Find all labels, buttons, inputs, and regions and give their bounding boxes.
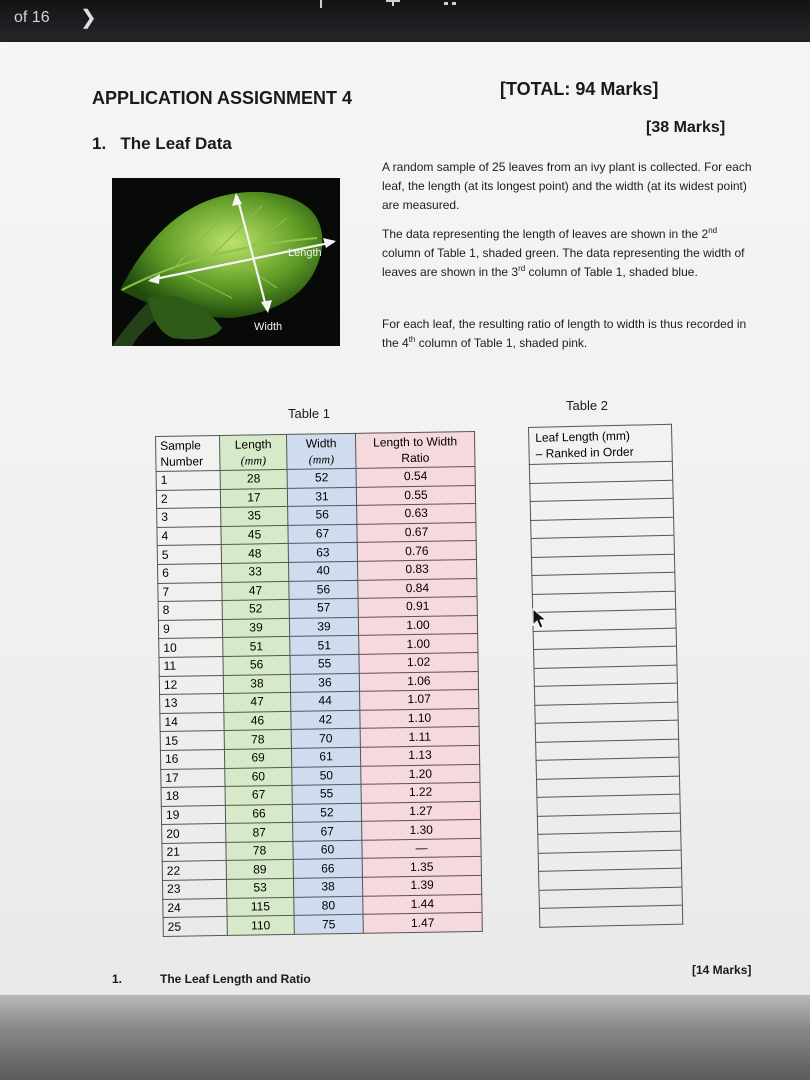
question-title: The Leaf Length and Ratio (160, 972, 311, 986)
width-cell: 56 (289, 580, 358, 600)
header-ratio: Length to Width Ratio (355, 431, 475, 468)
sample-cell: 1 (156, 470, 220, 490)
width-cell: 75 (294, 915, 363, 935)
length-cell: 47 (224, 693, 291, 713)
length-cell: 56 (223, 655, 290, 675)
ratio-cell: 0.54 (356, 466, 475, 486)
width-cell: 52 (287, 468, 356, 488)
width-cell: 61 (291, 747, 360, 767)
intro-paragraph-3: For each leaf, the resulting ratio of length to width is thus recorded in the 4th column of Table 1, shaded pink. (382, 317, 747, 350)
sample-cell: 4 (157, 526, 221, 546)
header-length: Length (mm) (219, 434, 287, 470)
ratio-cell: 0.67 (357, 522, 476, 542)
mouse-cursor-icon (531, 607, 549, 631)
length-cell: 110 (227, 916, 294, 936)
length-cell: 87 (226, 823, 293, 843)
length-cell: 78 (224, 730, 291, 750)
width-cell: 55 (292, 784, 361, 804)
length-label: Length (288, 247, 322, 259)
question-marks: [14 Marks] (692, 963, 752, 977)
length-cell: 51 (223, 637, 290, 657)
ratio-cell: 0.91 (358, 597, 477, 617)
toolbar-icons (318, 0, 458, 10)
length-cell: 89 (226, 860, 293, 880)
viewer-toolbar (0, 0, 810, 44)
width-cell: 70 (291, 729, 360, 749)
ratio-cell: 1.20 (361, 764, 480, 784)
ratio-cell: 1.27 (361, 801, 480, 821)
sample-cell: 18 (161, 787, 225, 807)
sample-cell: 14 (160, 712, 224, 732)
length-cell: 33 (222, 562, 289, 582)
section-heading (92, 134, 232, 154)
sample-cell: 10 (159, 638, 223, 658)
length-cell: 69 (224, 748, 291, 768)
width-cell: 60 (293, 840, 362, 860)
sample-cell: 13 (160, 694, 224, 714)
sample-cell: 16 (160, 749, 224, 769)
section-marks: [38 Marks] (646, 119, 726, 136)
sample-cell: 9 (158, 619, 222, 639)
length-cell: 66 (225, 804, 292, 824)
table1-caption: Table 1 (288, 406, 330, 421)
table2-caption: Table 2 (566, 398, 608, 413)
width-cell: 80 (294, 896, 363, 916)
sample-cell: 11 (159, 656, 223, 676)
width-cell: 57 (289, 598, 358, 618)
sample-cell: 23 (162, 879, 226, 899)
length-cell: 39 (222, 618, 289, 638)
width-cell: 56 (288, 506, 357, 526)
length-cell: 115 (227, 897, 294, 917)
ratio-cell: 0.63 (357, 504, 476, 524)
sample-cell: 15 (160, 731, 224, 751)
length-cell: 48 (221, 544, 288, 564)
leaf-data-table (155, 431, 483, 937)
ranked-row (539, 905, 682, 927)
width-cell: 44 (291, 691, 360, 711)
header-width: Width (mm) (286, 433, 356, 469)
ranked-length-table (528, 424, 683, 928)
width-cell: 63 (288, 543, 357, 563)
ratio-cell: 1.44 (363, 894, 482, 914)
sample-cell: 22 (162, 861, 226, 881)
sample-cell: 19 (161, 805, 225, 825)
ratio-cell: 0.76 (357, 541, 476, 561)
length-cell: 46 (224, 711, 291, 731)
length-cell: 53 (226, 878, 293, 898)
width-cell: 51 (290, 636, 359, 656)
length-cell: 38 (223, 674, 290, 694)
table2-header: Leaf Length (mm) – Ranked in Order (529, 424, 673, 464)
page-indicator: of 16 (14, 9, 50, 26)
width-cell: 31 (287, 487, 356, 507)
width-cell: 55 (290, 654, 359, 674)
sample-cell: 24 (163, 898, 227, 918)
width-cell: 39 (289, 617, 358, 637)
length-cell: 78 (226, 841, 293, 861)
width-label: Width (254, 321, 283, 333)
intro-paragraph-1: A random sample of 25 leaves from an ivy plant is collected. For each leaf, the length (at its longest point) and the width (at its widest point) are measured. (382, 160, 752, 212)
ratio-cell: — (362, 838, 481, 858)
intro-paragraph-2: The data representing the length of leaves are shown in the 2nd column of Table 1, shaded green. The data representing the width of leaves are shown in the 3rd column of Table 1, shaded blue. (382, 226, 745, 279)
sample-cell: 8 (158, 601, 222, 621)
ratio-cell: 1.47 (363, 913, 482, 933)
ratio-cell: 1.02 (359, 652, 478, 672)
ratio-cell: 1.07 (360, 690, 479, 710)
length-cell: 47 (222, 581, 289, 601)
length-cell: 67 (225, 785, 292, 805)
length-cell: 17 (220, 488, 287, 508)
ratio-cell: 0.55 (356, 485, 475, 505)
width-cell: 50 (292, 766, 361, 786)
length-cell: 35 (221, 507, 288, 527)
assignment-title: APPLICATION ASSIGNMENT 4 (92, 88, 353, 108)
ratio-cell: 1.35 (362, 857, 481, 877)
question-number: 1. (112, 972, 123, 986)
ratio-cell: 1.00 (358, 615, 477, 635)
ratio-cell: 1.13 (360, 745, 479, 765)
ratio-cell: 1.10 (360, 708, 479, 728)
sample-cell: 6 (158, 563, 222, 583)
sample-cell: 17 (161, 768, 225, 788)
width-cell: 40 (289, 561, 358, 581)
ratio-cell: 1.00 (359, 634, 478, 654)
width-cell: 67 (293, 822, 362, 842)
chevron-right-icon[interactable]: ❯ (80, 7, 97, 29)
width-cell: 66 (293, 859, 362, 879)
width-cell: 36 (290, 673, 359, 693)
width-cell: 42 (291, 710, 360, 730)
total-marks: [TOTAL: 94 Marks] (500, 79, 659, 99)
sample-cell: 2 (156, 489, 220, 509)
sample-cell: 12 (159, 675, 223, 695)
section-number: 1. (92, 134, 107, 153)
length-cell: 28 (220, 469, 287, 489)
sample-cell: 3 (157, 508, 221, 528)
sample-cell: 7 (158, 582, 222, 602)
ratio-cell: 0.83 (357, 559, 476, 579)
ratio-cell: 1.22 (361, 783, 480, 803)
sample-cell: 20 (162, 824, 226, 844)
width-cell: 52 (292, 803, 361, 823)
ratio-cell: 0.84 (358, 578, 477, 598)
section-title: The Leaf Data (120, 134, 232, 153)
width-cell: 67 (288, 524, 357, 544)
device-edge (0, 995, 810, 1080)
ratio-cell: 1.39 (362, 875, 481, 895)
header-sample: Sample Number (156, 435, 221, 471)
leaf-image (112, 178, 340, 346)
length-cell: 45 (221, 525, 288, 545)
sample-cell: 21 (162, 842, 226, 862)
ranked-length-cell[interactable] (539, 905, 682, 927)
ratio-cell: 1.06 (359, 671, 478, 691)
ratio-cell: 1.11 (360, 727, 479, 747)
width-cell: 38 (293, 877, 362, 897)
length-cell: 60 (225, 767, 292, 787)
length-cell: 52 (222, 600, 289, 620)
ratio-cell: 1.30 (362, 820, 481, 840)
sample-cell: 25 (163, 917, 227, 937)
sample-cell: 5 (157, 545, 221, 565)
